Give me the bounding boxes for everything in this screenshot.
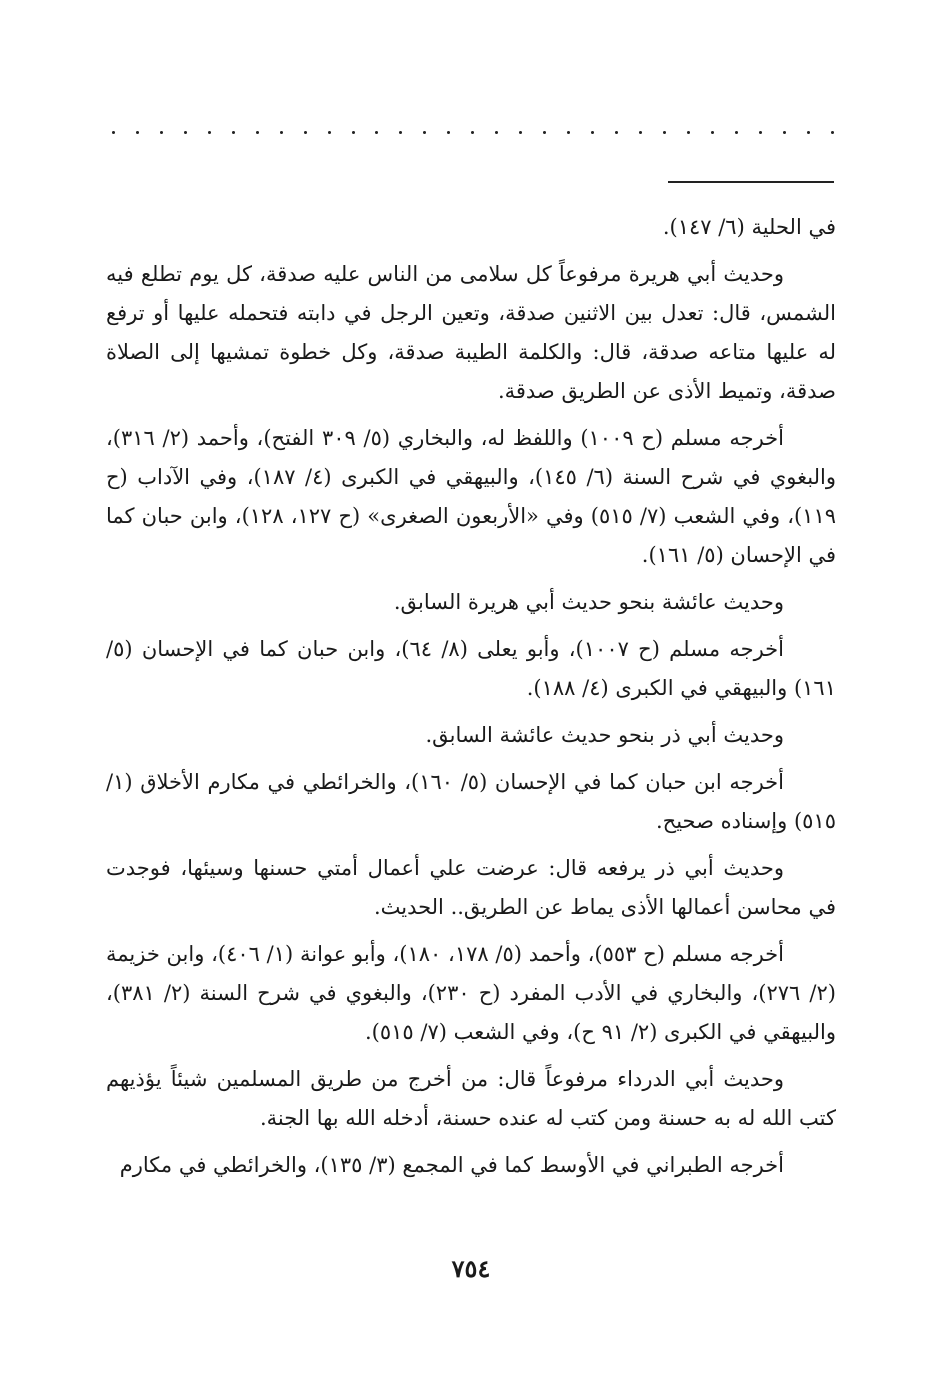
separator-dot	[447, 131, 450, 134]
separator-dot	[352, 131, 355, 134]
separator-dot	[471, 131, 474, 134]
separator-dot	[543, 131, 546, 134]
footnote-rule	[668, 181, 834, 183]
separator-dot	[615, 131, 618, 134]
separator-dot	[663, 131, 666, 134]
separator-dot	[423, 131, 426, 134]
separator-dot	[328, 131, 331, 134]
footnote-paragraph: أخرجه مسلم (ح ١٠٠٩) واللفظ له، والبخاري (٥/ ٣٠٩ الفتح)، وأحمد (٢/ ٣١٦)، والبغوي في شرح السنة (٦/ ١٤٥)، والبيهقي في الكبرى (٤/ ١٨٧)، وفي الآداب (ح ١١٩)، وفي الشعب (٧/ ٥١٥) وفي «الأربعون الصغرى» (ح ١٢٧، ١٢٨)، وابن حبان كما في الإحسان (٥/ ١٦١).	[106, 426, 837, 567]
separator-dot	[495, 131, 498, 134]
separator-dot	[735, 131, 738, 134]
separator-dot	[304, 131, 307, 134]
separator-dot	[136, 131, 139, 134]
separator-dot	[519, 131, 522, 134]
separator-dot	[399, 131, 402, 134]
dotted-separator	[112, 122, 834, 142]
separator-dot	[831, 131, 834, 134]
separator-dot	[639, 131, 642, 134]
separator-dot	[711, 131, 714, 134]
separator-dot	[112, 131, 115, 134]
separator-dot	[280, 131, 283, 134]
footnote-paragraph: أخرجه الطبراني في الأوسط كما في المجمع (٣/ ١٣٥)، والخرائطي في مكارم	[119, 1153, 784, 1177]
footnote-paragraph: وحديث أبي ذر بنحو حديث عائشة السابق.	[425, 723, 784, 747]
separator-dot	[375, 131, 378, 134]
footnote-paragraph: وحديث أبي ذر يرفعه قال: عرضت علي أعمال أمتي حسنها وسيئها، فوجدت في محاسن أعمالها الأذى يماط عن الطريق.. الحديث.	[106, 856, 836, 919]
separator-dot	[759, 131, 762, 134]
footnote-paragraph: أخرجه مسلم (ح ١٠٠٧)، وأبو يعلى (٨/ ٦٤)، وابن حبان كما في الإحسان (٥/ ١٦١) والبيهقي في الكبرى (٤/ ١٨٨).	[106, 637, 836, 700]
footnote-paragraph: في الحلية (٦/ ١٤٧).	[662, 215, 836, 239]
separator-dot	[184, 131, 187, 134]
page-number: ٧٥٤	[451, 1254, 491, 1283]
separator-dot	[256, 131, 259, 134]
footnote-paragraph: أخرجه ابن حبان كما في الإحسان (٥/ ١٦٠)، والخرائطي في مكارم الأخلاق (١/ ٥١٥) وإسناده صحيح.	[106, 770, 836, 833]
separator-dot	[687, 131, 690, 134]
separator-dot	[807, 131, 810, 134]
separator-dot	[567, 131, 570, 134]
separator-dot	[160, 131, 163, 134]
separator-dot	[208, 131, 211, 134]
footnote-paragraph: أخرجه مسلم (ح ٥٥٣)، وأحمد (٥/ ١٧٨، ١٨٠)، وأبو عوانة (١/ ٤٠٦)، وابن خزيمة (٢/ ٢٧٦)، والبخاري في الأدب المفرد (ح ٢٣٠)، والبغوي في شرح السنة (٢/ ٣٨١)، والبيهقي في الكبرى (٢/ ٩١ ح)، وفي الشعب (٧/ ٥١٥).	[106, 942, 836, 1044]
separator-dot	[232, 131, 235, 134]
footnotes-text	[106, 208, 836, 1193]
separator-dot	[591, 131, 594, 134]
footnote-paragraph: وحديث أبي الدرداء مرفوعاً قال: من أخرج من طريق المسلمين شيئاً يؤذيهم كتب الله له به حسنة ومن كتب له عنده حسنة، أدخله الله بها الجنة.	[106, 1067, 836, 1130]
footnote-paragraph: وحديث أبي هريرة مرفوعاً كل سلامى من الناس عليه صدقة، كل يوم تطلع فيه الشمس، قال: تعدل بين الاثنين صدقة، وتعين الرجل في دابته فتحمله عليها أو ترفع له عليها متاعه صدقة، قال: والكلمة الطيبة صدقة، وكل خطوة تمشيها إلى الصلاة صدقة، وتميط الأذى عن الطريق صدقة.	[106, 262, 836, 403]
separator-dot	[783, 131, 786, 134]
footnote-paragraph: وحديث عائشة بنحو حديث أبي هريرة السابق.	[393, 590, 784, 614]
